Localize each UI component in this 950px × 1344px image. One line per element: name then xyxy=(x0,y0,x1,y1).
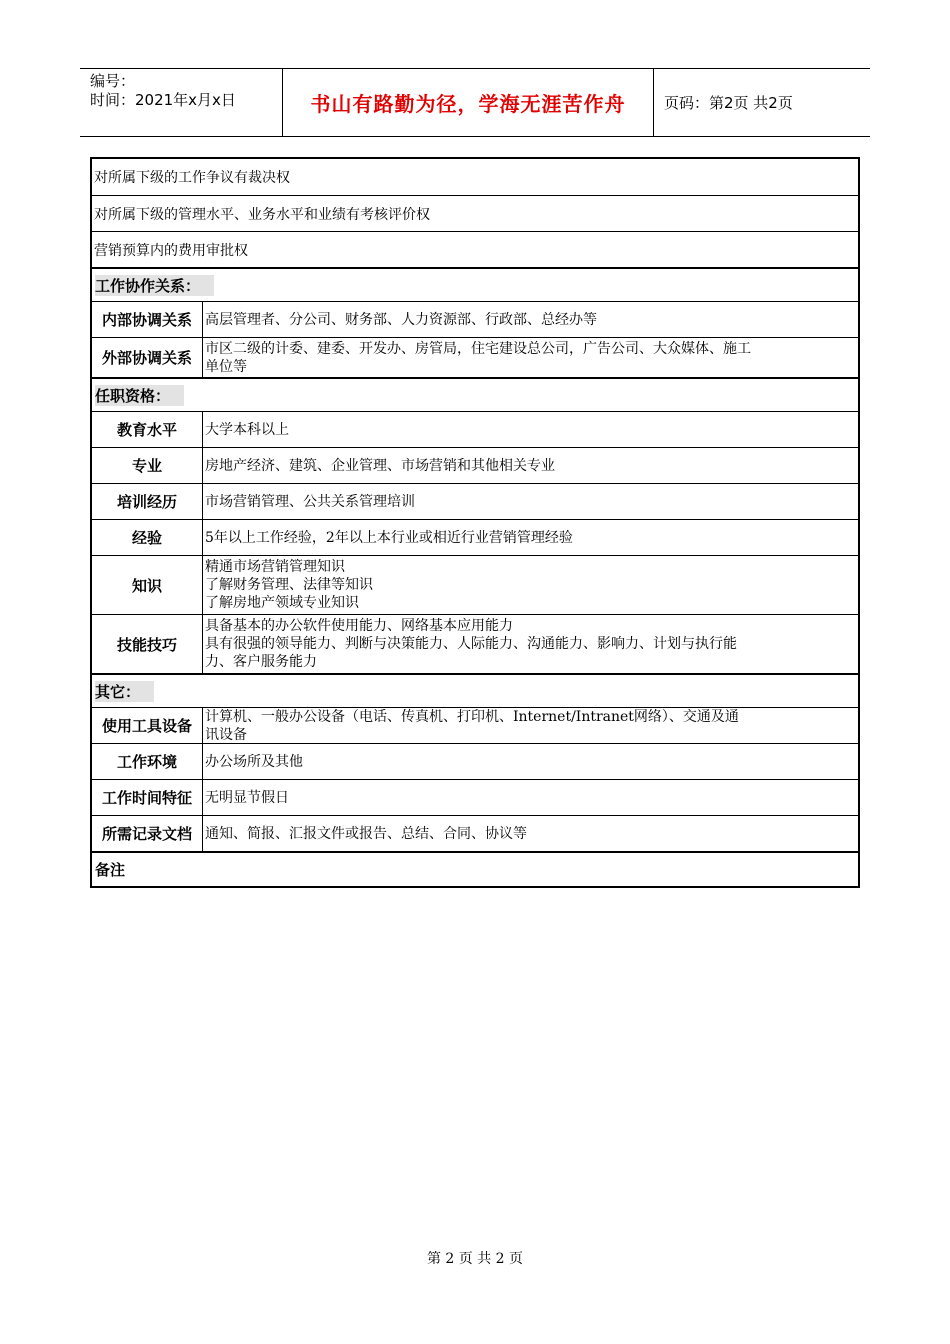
row-value: 计算机、一般办公设备（电话、传真机、打印机、Internet/Intranet网络）、交通及通 讯设备 xyxy=(205,708,739,743)
remarks-row xyxy=(92,851,858,886)
row-label: 技能技巧 xyxy=(92,615,203,673)
rights-row xyxy=(92,159,858,195)
doc-number: 编号： xyxy=(90,72,136,90)
table-row xyxy=(92,743,858,779)
row-label: 工作环境 xyxy=(92,744,203,779)
row-value: 精通市场营销管理知识 了解财务管理、法律等知识 了解房地产领域专业知识 xyxy=(205,559,373,611)
table-row xyxy=(92,614,858,673)
rights-text: 对所属下级的工作争议有裁决权 xyxy=(94,170,290,186)
section-collab-header xyxy=(92,267,858,301)
table-row xyxy=(92,337,858,377)
table-row xyxy=(92,411,858,447)
table-row xyxy=(92,707,858,743)
row-label: 工作时间特征 xyxy=(92,780,203,815)
row-value: 房地产经济、建筑、企业管理、市场营销和其他相关专业 xyxy=(205,457,555,474)
remarks-label: 备注 xyxy=(95,861,126,879)
rights-text: 营销预算内的费用审批权 xyxy=(94,242,248,259)
table-row xyxy=(92,301,858,337)
header-motto-cell xyxy=(283,69,654,136)
row-label: 所需记录文档 xyxy=(92,816,203,851)
row-value: 无明显节假日 xyxy=(205,789,289,806)
header-page-cell xyxy=(654,69,870,136)
row-label: 外部协调关系 xyxy=(92,338,203,377)
page-header xyxy=(80,68,870,137)
table-row xyxy=(92,779,858,815)
table-row xyxy=(92,815,858,851)
table-row xyxy=(92,447,858,483)
row-label: 经验 xyxy=(92,520,203,555)
row-value: 大学本科以上 xyxy=(205,421,289,438)
row-label: 专业 xyxy=(92,448,203,483)
header-meta xyxy=(80,69,283,136)
row-value: 5年以上工作经验，2年以上本行业或相近行业营销管理经验 xyxy=(205,529,573,546)
row-label: 内部协调关系 xyxy=(92,302,203,337)
table-row xyxy=(92,519,858,555)
row-value: 办公场所及其他 xyxy=(205,753,303,770)
section-other-header xyxy=(92,673,858,707)
page-code: 页码：第2页 共2页 xyxy=(664,94,793,112)
job-description-table xyxy=(90,157,860,888)
row-label: 使用工具设备 xyxy=(92,708,203,743)
row-value: 市场营销管理、公共关系管理培训 xyxy=(205,493,415,510)
doc-time: 时间：2021年x月x日 xyxy=(90,91,236,109)
rights-row xyxy=(92,231,858,267)
row-value: 通知、简报、汇报文件或报告、总结、合同、协议等 xyxy=(205,825,527,842)
motto: 书山有路勤为径，学海无涯苦作舟 xyxy=(310,92,626,116)
rights-row xyxy=(92,195,858,231)
rights-text: 对所属下级的管理水平、业务水平和业绩有考核评价权 xyxy=(94,206,430,223)
row-value: 具备基本的办公软件使用能力、网络基本应用能力 具有很强的领导能力、判断与决策能力、人际能力、沟通能力、影响力、计划与执行能 力、客户服务能力 xyxy=(205,618,737,670)
row-value: 市区二级的计委、建委、开发办、房管局，住宅建设总公司，广告公司、大众媒体、施工 单位等 xyxy=(205,340,751,375)
section-title: 其它： xyxy=(95,681,154,702)
page-footer: 第 2 页 共 2 页 xyxy=(426,1251,524,1267)
section-title: 任职资格： xyxy=(95,385,184,406)
section-qual-header xyxy=(92,377,858,411)
row-label: 培训经历 xyxy=(92,484,203,519)
row-label: 知识 xyxy=(92,556,203,614)
row-label: 教育水平 xyxy=(92,412,203,447)
table-row xyxy=(92,483,858,519)
section-title: 工作协作关系： xyxy=(95,275,214,296)
row-value: 高层管理者、分公司、财务部、人力资源部、行政部、总经办等 xyxy=(205,311,597,328)
table-row xyxy=(92,555,858,614)
